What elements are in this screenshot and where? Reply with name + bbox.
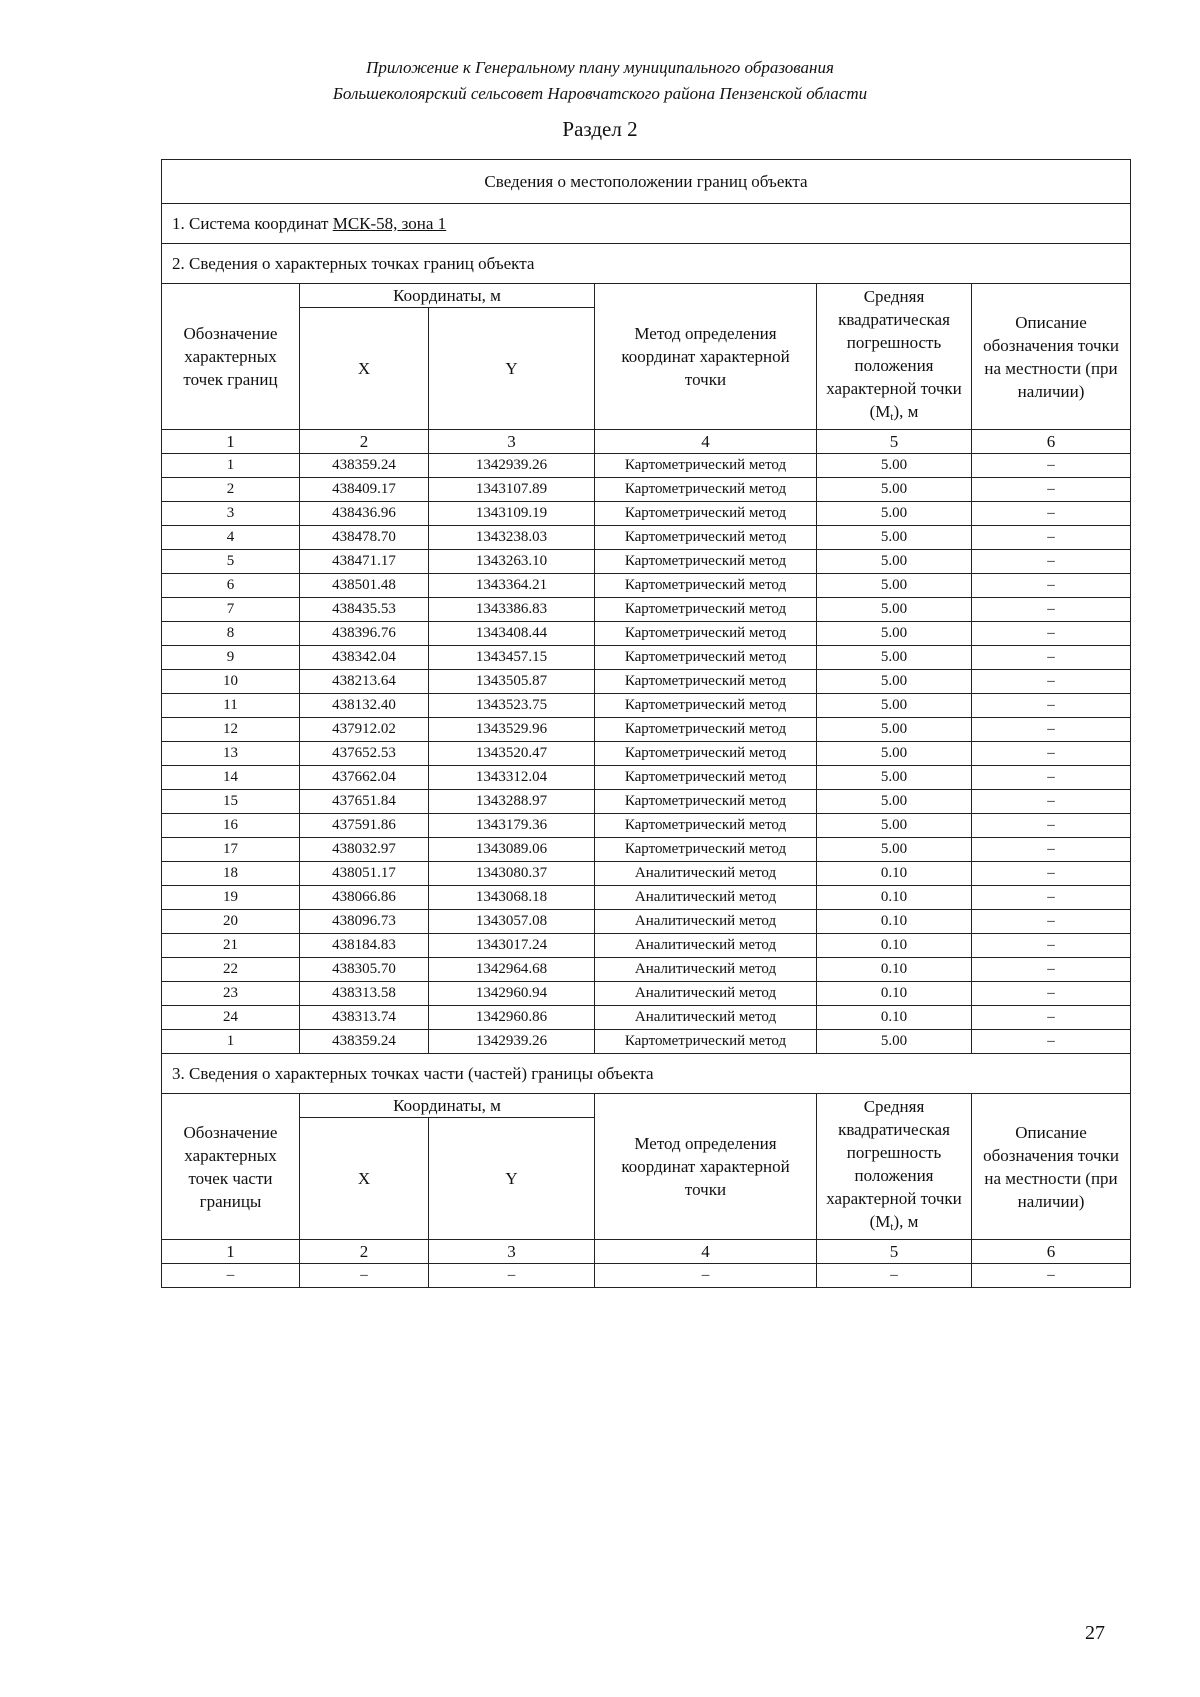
point-number-cell: 15	[162, 790, 300, 814]
description-cell: –	[972, 766, 1131, 790]
method-cell: Аналитический метод	[595, 982, 817, 1006]
method-cell: Картометрический метод	[595, 574, 817, 598]
method-cell: Картометрический метод	[595, 694, 817, 718]
point-number-cell: 18	[162, 862, 300, 886]
y-coordinate-cell: 1343179.36	[429, 814, 595, 838]
x-coordinate-cell: 438436.96	[300, 502, 429, 526]
description-cell: –	[972, 502, 1131, 526]
table-row	[162, 718, 1131, 742]
col-number: 1	[162, 1240, 300, 1264]
x-coordinate-cell: 438501.48	[300, 574, 429, 598]
error-cell: 5.00	[817, 550, 972, 574]
error-cell: 5.00	[817, 574, 972, 598]
table-row	[162, 550, 1131, 574]
section2-title: 2. Сведения о характерных точках границ объекта	[162, 244, 1131, 284]
x-coordinate-cell: 438435.53	[300, 598, 429, 622]
description-cell: –	[972, 574, 1131, 598]
document-header-line-1: Приложение к Генеральному плану муниципального образования	[366, 58, 834, 77]
point-number-cell: 6	[162, 574, 300, 598]
y-coordinate-cell: 1342960.86	[429, 1006, 595, 1030]
error-cell: 0.10	[817, 910, 972, 934]
table-row	[162, 1006, 1131, 1030]
y-coordinate-cell: 1343505.87	[429, 670, 595, 694]
point-number-cell: 19	[162, 886, 300, 910]
method-cell: Аналитический метод	[595, 862, 817, 886]
y-coordinate-cell: 1343057.08	[429, 910, 595, 934]
point-number-cell: 11	[162, 694, 300, 718]
method-cell: Картометрический метод	[595, 454, 817, 478]
error-cell: 5.00	[817, 502, 972, 526]
description-cell: –	[972, 478, 1131, 502]
method-cell: Картометрический метод	[595, 622, 817, 646]
point-number-cell: 23	[162, 982, 300, 1006]
y-coordinate-cell: 1342964.68	[429, 958, 595, 982]
description-cell: –	[972, 790, 1131, 814]
method-cell: Картометрический метод	[595, 1030, 817, 1054]
error-cell: 0.10	[817, 1006, 972, 1030]
header-x: X	[300, 1118, 429, 1240]
point-number-cell: 14	[162, 766, 300, 790]
x-coordinate-cell: 438213.64	[300, 670, 429, 694]
table-row	[162, 910, 1131, 934]
method-cell: Аналитический метод	[595, 958, 817, 982]
table-row	[162, 862, 1131, 886]
table-row	[162, 694, 1131, 718]
error-cell: 5.00	[817, 694, 972, 718]
table-row	[162, 838, 1131, 862]
method-cell: Картометрический метод	[595, 718, 817, 742]
description-cell: –	[972, 1030, 1131, 1054]
method-cell: Картометрический метод	[595, 598, 817, 622]
method-cell: Аналитический метод	[595, 886, 817, 910]
x-coordinate-cell: 438342.04	[300, 646, 429, 670]
table-row	[162, 598, 1131, 622]
table-row	[162, 886, 1131, 910]
error-cell: 5.00	[817, 646, 972, 670]
table-row	[162, 1030, 1131, 1054]
boundary-points-table	[161, 159, 1131, 1288]
header-y: Y	[429, 1118, 595, 1240]
error-cell: 0.10	[817, 934, 972, 958]
col-number: 2	[300, 1240, 429, 1264]
error-cell: 5.00	[817, 838, 972, 862]
point-number-cell: 12	[162, 718, 300, 742]
point-number-cell: 22	[162, 958, 300, 982]
table-row	[162, 454, 1131, 478]
table-row	[162, 790, 1131, 814]
x-coordinate-cell: 438359.24	[300, 454, 429, 478]
point-number-cell: 13	[162, 742, 300, 766]
point-number-cell: 8	[162, 622, 300, 646]
col-number: 3	[429, 430, 595, 454]
description-cell: –	[972, 934, 1131, 958]
y-coordinate-cell: 1343017.24	[429, 934, 595, 958]
header-y: Y	[429, 308, 595, 430]
x-coordinate-cell: 438096.73	[300, 910, 429, 934]
method-cell: Картометрический метод	[595, 766, 817, 790]
y-coordinate-cell: 1342939.26	[429, 454, 595, 478]
description-cell: –	[972, 718, 1131, 742]
description-cell: –	[972, 1006, 1131, 1030]
x-coordinate-cell: 437591.86	[300, 814, 429, 838]
description-cell: –	[972, 526, 1131, 550]
y-coordinate-cell: 1342960.94	[429, 982, 595, 1006]
description-cell: –	[972, 982, 1131, 1006]
error-cell: 5.00	[817, 598, 972, 622]
description-cell: –	[972, 742, 1131, 766]
y-coordinate-cell: 1343312.04	[429, 766, 595, 790]
description-cell: –	[972, 838, 1131, 862]
error-cell: 5.00	[817, 790, 972, 814]
x-coordinate-cell: 438032.97	[300, 838, 429, 862]
error-cell: 5.00	[817, 1030, 972, 1054]
table-row	[162, 502, 1131, 526]
header-coordinates: Координаты, м	[300, 1094, 595, 1118]
description-cell: –	[972, 694, 1131, 718]
header-error-text: Средняя квадратическая погрешность положения характерной точки (M	[826, 1096, 962, 1231]
col-number: 5	[817, 1240, 972, 1264]
x-coordinate-cell: 438313.74	[300, 1006, 429, 1030]
x-coordinate-cell: 437651.84	[300, 790, 429, 814]
description-cell: –	[972, 550, 1131, 574]
table-row	[162, 574, 1131, 598]
error-cell: 5.00	[817, 454, 972, 478]
y-coordinate-cell: 1343364.21	[429, 574, 595, 598]
point-number-cell: 4	[162, 526, 300, 550]
x-coordinate-cell: 438305.70	[300, 958, 429, 982]
point-number-cell: 1	[162, 1030, 300, 1054]
header-description: Описание обозначения точки на местности (при наличии)	[972, 284, 1131, 430]
column-number-row	[162, 430, 1131, 454]
method-cell: Аналитический метод	[595, 1006, 817, 1030]
x-coordinate-cell: 438396.76	[300, 622, 429, 646]
description-cell: –	[972, 646, 1131, 670]
y-coordinate-cell: 1343523.75	[429, 694, 595, 718]
error-cell: –	[817, 1264, 972, 1288]
col-number: 2	[300, 430, 429, 454]
point-number-cell: 24	[162, 1006, 300, 1030]
error-cell: 5.00	[817, 742, 972, 766]
description-cell: –	[972, 454, 1131, 478]
y-coordinate-cell: 1343520.47	[429, 742, 595, 766]
col-number: 3	[429, 1240, 595, 1264]
method-cell: Картометрический метод	[595, 478, 817, 502]
point-number-cell: 16	[162, 814, 300, 838]
description-cell: –	[972, 886, 1131, 910]
col-number: 5	[817, 430, 972, 454]
description-cell: –	[972, 598, 1131, 622]
y-coordinate-cell: 1343068.18	[429, 886, 595, 910]
error-cell: 5.00	[817, 622, 972, 646]
error-cell: 5.00	[817, 478, 972, 502]
error-cell: 0.10	[817, 958, 972, 982]
description-cell: –	[972, 670, 1131, 694]
header-description: Описание обозначения точки на местности (при наличии)	[972, 1094, 1131, 1240]
method-cell: Картометрический метод	[595, 526, 817, 550]
x-coordinate-cell: 438359.24	[300, 1030, 429, 1054]
x-coordinate-cell: –	[300, 1264, 429, 1288]
section-title: Раздел 2	[562, 117, 638, 141]
table-title: Сведения о местоположении границ объекта	[162, 160, 1131, 204]
x-coordinate-cell: 438471.17	[300, 550, 429, 574]
coord-system-row	[162, 204, 1131, 244]
method-cell: Картометрический метод	[595, 502, 817, 526]
description-cell: –	[972, 622, 1131, 646]
x-coordinate-cell: 438066.86	[300, 886, 429, 910]
error-cell: 5.00	[817, 526, 972, 550]
table-row	[162, 934, 1131, 958]
y-coordinate-cell: 1342939.26	[429, 1030, 595, 1054]
y-coordinate-cell: –	[429, 1264, 595, 1288]
coord-system-label: 1. Система координат	[172, 214, 333, 233]
x-coordinate-cell: 437662.04	[300, 766, 429, 790]
x-coordinate-cell: 438313.58	[300, 982, 429, 1006]
error-cell: 5.00	[817, 766, 972, 790]
x-coordinate-cell: 438409.17	[300, 478, 429, 502]
error-cell: 0.10	[817, 862, 972, 886]
header-method: Метод определения координат характерной точки	[595, 1094, 817, 1240]
table-row	[162, 646, 1131, 670]
table-row	[162, 478, 1131, 502]
method-cell: Картометрический метод	[595, 550, 817, 574]
method-cell: Картометрический метод	[595, 814, 817, 838]
y-coordinate-cell: 1343263.10	[429, 550, 595, 574]
point-number-cell: 7	[162, 598, 300, 622]
method-cell: Картометрический метод	[595, 838, 817, 862]
header-designation-part: Обозначение характерных точек части границы	[162, 1094, 300, 1240]
header-error-subscript: t	[890, 410, 894, 423]
header-error	[817, 1094, 972, 1240]
table-row	[162, 766, 1131, 790]
page-number: 27	[1085, 1622, 1105, 1644]
description-cell: –	[972, 814, 1131, 838]
y-coordinate-cell: 1343080.37	[429, 862, 595, 886]
y-coordinate-cell: 1343089.06	[429, 838, 595, 862]
method-cell: Картометрический метод	[595, 790, 817, 814]
x-coordinate-cell: 438478.70	[300, 526, 429, 550]
point-number-cell: 21	[162, 934, 300, 958]
point-number-cell: 10	[162, 670, 300, 694]
x-coordinate-cell: 438184.83	[300, 934, 429, 958]
point-number-cell: 1	[162, 454, 300, 478]
table-row	[162, 742, 1131, 766]
col-number: 6	[972, 1240, 1131, 1264]
table-row	[162, 814, 1131, 838]
section3-title: 3. Сведения о характерных точках части (частей) границы объекта	[162, 1054, 1131, 1094]
description-cell: –	[972, 958, 1131, 982]
header-coordinates: Координаты, м	[300, 284, 595, 308]
x-coordinate-cell: 437652.53	[300, 742, 429, 766]
col-number: 4	[595, 430, 817, 454]
y-coordinate-cell: 1343107.89	[429, 478, 595, 502]
y-coordinate-cell: 1343109.19	[429, 502, 595, 526]
col-number: 1	[162, 430, 300, 454]
method-cell: –	[595, 1264, 817, 1288]
table-row	[162, 622, 1131, 646]
method-cell: Картометрический метод	[595, 670, 817, 694]
method-cell: Аналитический метод	[595, 910, 817, 934]
description-cell: –	[972, 862, 1131, 886]
point-number-cell: 9	[162, 646, 300, 670]
col-number: 4	[595, 1240, 817, 1264]
point-number-cell: 2	[162, 478, 300, 502]
error-cell: 5.00	[817, 718, 972, 742]
coord-system-value: МСК-58, зона 1	[332, 214, 447, 233]
table-row	[162, 982, 1131, 1006]
x-coordinate-cell: 438051.17	[300, 862, 429, 886]
description-cell: –	[972, 910, 1131, 934]
error-cell: 0.10	[817, 982, 972, 1006]
y-coordinate-cell: 1343386.83	[429, 598, 595, 622]
table-row	[162, 958, 1131, 982]
y-coordinate-cell: 1343238.03	[429, 526, 595, 550]
y-coordinate-cell: 1343457.15	[429, 646, 595, 670]
method-cell: Аналитический метод	[595, 934, 817, 958]
column-number-row	[162, 1240, 1131, 1264]
method-cell: Картометрический метод	[595, 646, 817, 670]
table-row	[162, 670, 1131, 694]
header-designation: Обозначение характерных точек границ	[162, 284, 300, 430]
description-cell: –	[972, 1264, 1131, 1288]
point-number-cell: –	[162, 1264, 300, 1288]
header-error-subscript: t	[890, 1220, 894, 1233]
y-coordinate-cell: 1343529.96	[429, 718, 595, 742]
table-row	[162, 526, 1131, 550]
part-table-row	[162, 1264, 1131, 1288]
x-coordinate-cell: 438132.40	[300, 694, 429, 718]
point-number-cell: 20	[162, 910, 300, 934]
document-header-line-2: Большеколоярский сельсовет Наровчатского района Пензенской области	[332, 84, 868, 103]
col-number: 6	[972, 430, 1131, 454]
header-error-text: Средняя квадратическая погрешность положения характерной точки (M	[826, 286, 962, 421]
y-coordinate-cell: 1343288.97	[429, 790, 595, 814]
header-method: Метод определения координат характерной точки	[595, 284, 817, 430]
point-number-cell: 3	[162, 502, 300, 526]
error-cell: 0.10	[817, 886, 972, 910]
point-number-cell: 17	[162, 838, 300, 862]
point-number-cell: 5	[162, 550, 300, 574]
y-coordinate-cell: 1343408.44	[429, 622, 595, 646]
x-coordinate-cell: 437912.02	[300, 718, 429, 742]
method-cell: Картометрический метод	[595, 742, 817, 766]
header-error-unit: ), м	[893, 401, 919, 421]
header-error-unit: ), м	[893, 1211, 919, 1231]
header-error	[817, 284, 972, 430]
header-x: X	[300, 308, 429, 430]
error-cell: 5.00	[817, 670, 972, 694]
error-cell: 5.00	[817, 814, 972, 838]
